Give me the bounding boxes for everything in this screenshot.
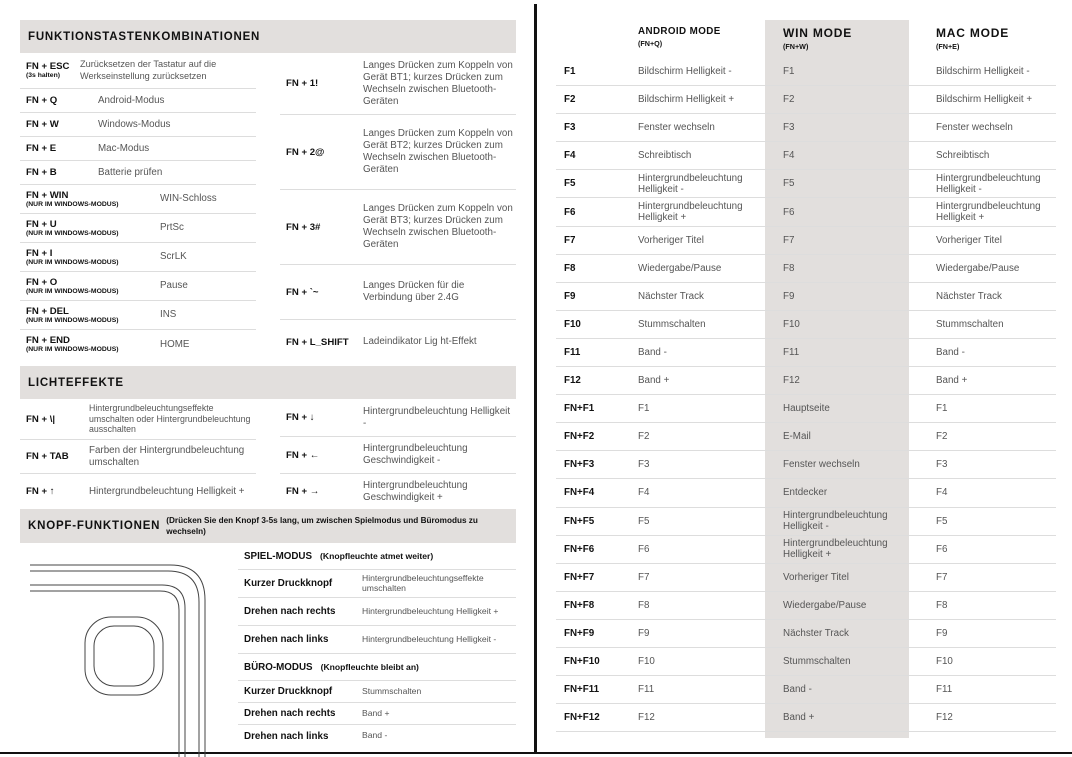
table-row [280,474,516,509]
key-desc: Mac-Modus [98,142,150,154]
mode-table [556,20,1056,732]
win-value: Stummschalten [783,656,851,668]
mac-value: F6 [936,543,948,555]
key-desc: Langes Drücken zum Koppeln von Gerät BT1; kurzes Drücken zum Wechseln zwischen Bluetooth-Geräten [363,59,513,107]
fkey-label: F5 [564,178,576,190]
table-row [20,440,256,474]
win-value: Band - [783,684,812,696]
funktionstasten-left-column [20,53,256,359]
win-value: Band + [783,712,815,724]
table-row [556,479,1056,507]
win-value: Fenster wechseln [783,459,860,471]
key-label: FN + ESC (3s halten) [26,61,70,79]
win-value: F7 [783,234,795,246]
table-row [556,451,1056,479]
table-row [556,564,1056,592]
knob-effect: Hintergrundbeleuchtung Helligkeit + [362,605,499,616]
mac-value: F5 [936,515,948,527]
key-desc: Hintergrundbeleuchtung Helligkeit - [363,405,511,429]
table-row [556,339,1056,367]
table-row [280,320,516,364]
win-value: Hauptseite [783,403,830,415]
table-row [20,161,256,185]
android-value: Wiedergabe/Pause [638,262,722,274]
mac-value: F7 [936,571,948,583]
table-row [280,437,516,474]
key-desc: Zurücksetzen der Tastatur auf die Werkseinstellung zurücksetzen [80,59,217,81]
win-value: Entdecker [783,487,828,499]
mac-value: Fenster wechseln [936,122,1013,134]
key-label: FN + WIN (NUR IM WINDOWS-MODUS) [26,189,119,208]
fkey-label: F7 [564,234,576,246]
win-value: E-Mail [783,431,811,443]
table-row [238,626,516,654]
mac-value: F8 [936,599,948,611]
mode-table-body [556,58,1056,732]
mac-value: F1 [936,403,948,415]
table-row [556,676,1056,704]
table-row [238,725,516,747]
table-row [280,190,516,265]
table-row [20,399,256,440]
android-value: F2 [638,431,650,443]
win-value: F9 [783,290,795,302]
table-row [238,681,516,703]
fkey-label: F3 [564,122,576,134]
android-value: F9 [638,627,650,639]
mode-table-header [556,20,1056,58]
mac-value: Hintergrundbeleuchtung Helligkeit - [936,172,1041,195]
win-value: F6 [783,206,795,218]
table-row [556,508,1056,536]
mac-value: Schreibtisch [936,150,990,162]
table-row [20,89,256,113]
key-label: FN + B [26,167,57,178]
fkey-label: F6 [564,206,576,218]
section-header-knopf [20,509,516,543]
key-label: FN + 2@ [286,146,325,158]
table-row [20,474,256,509]
section-header-funktionstasten [20,20,516,53]
key-desc: ScrLK [160,251,187,262]
knob-illustration-icon [30,555,230,757]
fkey-label: FN+F12 [564,712,600,724]
key-label: FN + L_SHIFT [286,336,349,348]
knob-action: Kurzer Druckknopf [244,686,333,697]
knob-effect: Hintergrundbeleuchtung Helligkeit - [362,633,497,644]
table-row [20,185,256,214]
key-desc: Hintergrundbeleuchtung Geschwindigkeit + [363,479,468,503]
table-row [238,598,516,626]
android-value: F12 [638,712,655,724]
spiel-mode-header: SPIEL-MODUS (Knopfleuchte atmet weiter) [238,543,516,570]
knob-effect: Band - [362,730,388,741]
mac-value: F3 [936,459,948,471]
funktionstasten-table [20,53,516,366]
lichteffekte-left-column [20,399,256,509]
mac-value: F2 [936,431,948,443]
key-desc: Langes Drücken zum Koppeln von Gerät BT2; kurzes Drücken zum Wechseln zwischen Bluetooth-Geräten [363,128,513,175]
table-row [556,170,1056,198]
key-label: FN + `~ [286,286,319,298]
win-value: Hintergrundbeleuchtung Helligkeit + [783,538,888,561]
table-row [556,395,1056,423]
key-desc: Farben der Hintergrundbeleuchtung umschalten [89,444,245,468]
key-desc: HOME [160,338,190,350]
lichteffekte-table [20,399,516,509]
knob-action: Kurzer Druckknopf [244,578,333,589]
fkey-label: FN+F4 [564,487,595,499]
key-label: FN + DEL (NUR IM WINDOWS-MODUS) [26,305,119,324]
fkey-label: FN+F7 [564,571,595,583]
table-row [556,592,1056,620]
key-desc: Ladeindikator Lig ht-Effekt [363,336,477,347]
key-desc: Hintergrundbeleuchtung Geschwindigkeit - [363,443,468,466]
mac-value: Bildschirm Helligkeit + [936,94,1033,106]
win-value: F11 [783,346,800,358]
mac-value: Band + [936,375,968,387]
mac-value: F4 [936,487,948,499]
table-row [556,648,1056,676]
win-value: Wiedergabe/Pause [783,599,867,611]
fkey-label: F11 [564,346,581,358]
knob-action: Drehen nach rechts [244,708,336,719]
key-desc: Android-Modus [98,94,165,106]
table-row [556,198,1056,226]
android-value: F6 [638,543,650,555]
win-value: F10 [783,318,800,330]
section-title: LICHTEFFEKTE [28,376,124,389]
key-desc: Hintergrundbeleuchtungseffekte umschalten oder Hintergrundbeleuchtung ausschalten [89,403,251,435]
android-value: Fenster wechseln [638,122,715,134]
android-value: F10 [638,656,655,668]
knob-effect: Hintergrundbeleuchtungseffekte umschalten [362,573,484,593]
win-value: Vorheriger Titel [783,571,849,583]
android-value: Bildschirm Helligkeit - [638,66,732,78]
knopf-section [20,543,516,757]
table-row [556,536,1056,564]
mac-value: Bildschirm Helligkeit - [936,66,1030,78]
table-row [556,311,1056,339]
key-desc: Batterie prüfen [98,166,163,178]
win-value: F8 [783,262,795,274]
mac-value: F12 [936,712,953,724]
section-title: FUNKTIONSTASTENKOMBINATIONEN [28,30,261,43]
table-row [556,114,1056,142]
fkey-label: FN+F1 [564,403,595,415]
android-value: Band + [638,375,670,387]
section-title: KNOPF-FUNKTIONEN [28,520,161,532]
fkey-label: FN+F6 [564,543,595,555]
table-row [20,214,256,243]
android-mode-header: ANDROID MODE (FN+Q) [638,26,721,48]
key-desc: Langes Drücken für die Verbindung über 2.4G [363,280,465,303]
fkey-label: F4 [564,150,576,162]
win-value: Nächster Track [783,627,849,639]
knob-action: Drehen nach rechts [244,606,336,617]
win-value: F5 [783,178,795,190]
fkey-label: FN+F2 [564,431,595,443]
win-value: F12 [783,375,800,387]
android-value: F1 [638,403,650,415]
table-row [20,113,256,137]
table-row [20,53,256,89]
key-label: FN + 3# [286,221,321,233]
fkey-label: F10 [564,318,581,330]
android-value: F4 [638,487,650,499]
android-value: Hintergrundbeleuchtung Helligkeit - [638,172,743,195]
key-label: FN + ↓ [286,412,315,423]
knopf-mode-list [238,543,516,747]
fkey-label: FN+F8 [564,599,595,611]
fkey-label: FN+F10 [564,656,600,668]
table-row [238,570,516,598]
fkey-label: FN+F5 [564,515,595,527]
buero-mode-header: BÜRO-MODUS (Knopfleuchte bleibt an) [238,654,516,681]
mac-value: Band - [936,346,965,358]
key-desc: Hintergrundbeleuchtung Helligkeit + [89,485,245,497]
android-value: Band - [638,346,667,358]
key-desc: Langes Drücken zum Koppeln von Gerät BT3; kurzes Drücken zum Wechseln zwischen Bluetooth-Geräten [363,203,513,250]
knob-effect: Stummschalten [362,685,422,696]
mac-mode-header: MAC MODE (FN+E) [936,26,1010,51]
key-label: FN + E [26,143,57,154]
key-label: FN + TAB [26,451,69,462]
table-row [556,283,1056,311]
key-label: FN + I (NUR IM WINDOWS-MODUS) [26,247,119,266]
mac-value: Hintergrundbeleuchtung Helligkeit + [936,201,1041,224]
win-value: F1 [783,66,795,78]
key-label: FN + END (NUR IM WINDOWS-MODUS) [26,335,119,353]
key-desc: Windows-Modus [98,118,171,130]
key-label: FN + ← [286,449,320,461]
page-divider [534,4,537,752]
fkey-label: F2 [564,94,576,106]
knob-action: Drehen nach links [244,730,329,742]
section-note: (Drücken Sie den Knopf 3-5s lang, um zwischen Spielmodus und Büromodus zu wechseln) [166,516,478,536]
android-value: F5 [638,515,650,527]
table-row [556,142,1056,170]
android-value: F7 [638,571,650,583]
fkey-label: F9 [564,290,576,302]
table-row [556,367,1056,395]
table-row [556,423,1056,451]
android-value: Vorheriger Titel [638,234,704,246]
key-desc: Pause [160,280,188,291]
mac-value: Wiedergabe/Pause [936,262,1020,274]
table-row [238,703,516,725]
table-row [556,227,1056,255]
key-desc: INS [160,309,177,320]
key-label: FN + W [26,119,59,130]
android-value: Bildschirm Helligkeit + [638,94,735,106]
knob-action: Drehen nach links [244,634,329,645]
win-value: Hintergrundbeleuchtung Helligkeit - [783,510,888,533]
key-label: FN + Q [26,95,58,106]
funktionstasten-right-column [280,53,516,364]
key-desc: WIN-Schloss [160,193,217,204]
table-row [280,53,516,115]
mac-value: F11 [936,684,953,696]
key-label: FN + U (NUR IM WINDOWS-MODUS) [26,218,119,237]
android-value: F11 [638,684,655,696]
key-label: FN + O (NUR IM WINDOWS-MODUS) [26,276,119,295]
lichteffekte-right-column [280,399,516,509]
fkey-label: FN+F11 [564,684,600,696]
android-value: Hintergrundbeleuchtung Helligkeit + [638,201,743,224]
win-mode-header: WIN MODE (FN+W) [783,26,853,51]
table-row [280,265,516,320]
mac-value: F10 [936,656,953,668]
table-row [556,86,1056,114]
fkey-label: F8 [564,262,576,274]
table-row [20,137,256,161]
knob-effect: Band + [362,707,390,718]
table-row [556,58,1056,86]
win-value: F2 [783,94,795,106]
key-label: FN + → [286,486,320,497]
key-label: FN + ↑ [26,486,55,497]
android-value: Nächster Track [638,290,704,302]
left-page [20,20,516,757]
android-value: Stummschalten [638,318,706,330]
table-row [20,330,256,359]
key-label: FN + \| [26,413,56,425]
section-header-lichteffekte [20,366,516,399]
fkey-label: F12 [564,375,581,387]
fkey-label: F1 [564,66,576,78]
android-value: Schreibtisch [638,150,692,162]
mac-value: F9 [936,627,948,639]
fkey-label: FN+F3 [564,459,595,471]
table-row [280,399,516,437]
android-value: F8 [638,599,650,611]
android-value: F3 [638,459,650,471]
table-row [280,115,516,190]
table-row [556,704,1056,732]
table-row [20,301,256,330]
win-value: F3 [783,122,795,134]
mac-value: Nächster Track [936,290,1002,302]
key-desc: PrtSc [160,222,184,233]
mac-value: Stummschalten [936,318,1004,330]
table-row [556,255,1056,283]
fkey-label: FN+F9 [564,627,595,639]
table-row [556,620,1056,648]
win-value: F4 [783,150,795,162]
mac-value: Vorheriger Titel [936,234,1002,246]
key-label: FN + 1! [286,78,319,89]
table-row [20,272,256,301]
table-row [20,243,256,272]
